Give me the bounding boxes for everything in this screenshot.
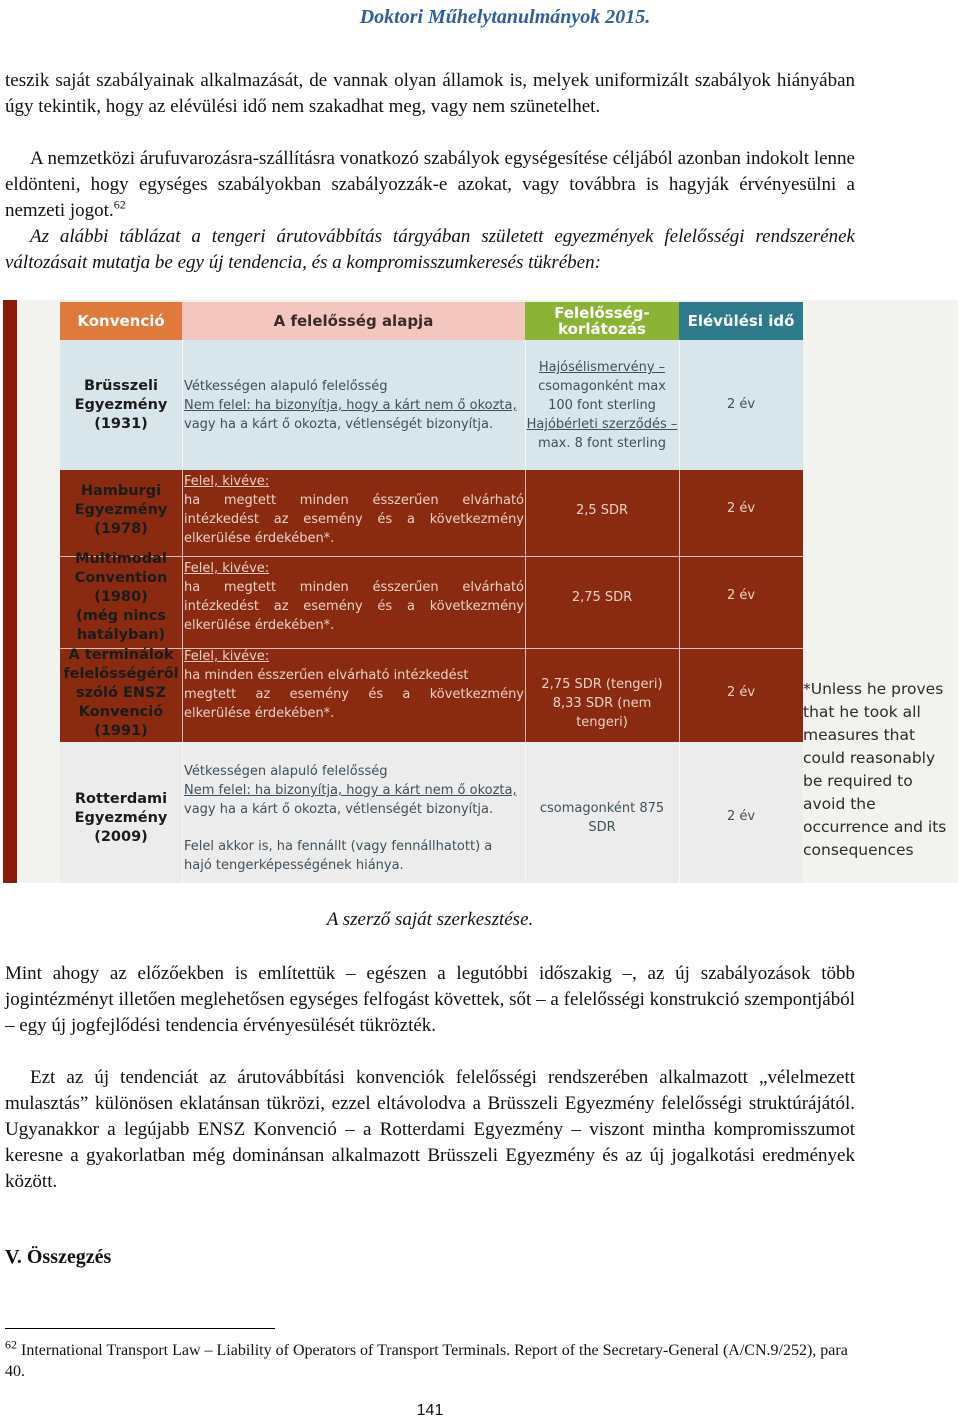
liability-table-figure: [3, 300, 958, 883]
row-3-period: 2 év: [726, 588, 756, 603]
page-number: 141: [416, 1402, 444, 1419]
header-korlatozas: Felelősség-korlátozás: [525, 302, 679, 340]
header-elevules: Elévülési idő: [679, 302, 803, 340]
row-3-basis: Felel, kivéve: ha megtett minden ésszerűen elvárható intézkedést az esemény és a következmény elkerülése érdekében*.: [184, 561, 524, 633]
row-5-convention: Rotterdami Egyezmény (2009): [74, 791, 168, 845]
header-alap: A felelősség alapja: [182, 302, 525, 340]
row-4-limit: 2,75 SDR (tengeri) 8,33 SDR (nem tengeri): [541, 677, 663, 730]
row-5-period: 2 év: [726, 809, 756, 824]
paragraph-4: Mint ahogy az előzőekben is említettük – egészen a legutóbbi időszakig –, az új szabályozások több jogintézményt illetően meglehetősen egységes felfogást követtek, sőt – a felelősségi konstrukció szempontjából – egy új jogfejlődési tendencia érvényesülését tükrözték.: [5, 963, 855, 1036]
paragraph-5: Ezt az új tendenciát az árutovábbítási konvenciók felelősségi rendszerében alkalmazott „vélelmezett mulasztás” különösen eklatánsan tükrözi, ezzel eltávolodva a Brüsszeli Egyezmény felelősségi struktúrájától. Ugyanakkor a legújabb ENSZ Konvenció – a Rotterdami Egyezmény – viszont mintha kompromisszumot keresne a gyakorlatban még dominánsan alkalmazott Brüsszeli Egyezmény és az új jogalkotási eredmények között.: [5, 1067, 855, 1192]
paragraph-1: teszik saját szabályainak alkalmazását, de vannak olyan államok is, melyek uniformizált szabályok hiányában úgy tekintik, hogy az elévülési idő nem szakadhat meg, vagy nem szünetelhet.: [5, 70, 855, 117]
running-header: Doktori Műhelytanulmányok 2015.: [359, 6, 651, 28]
figure-caption: A szerző saját szerkesztése.: [326, 909, 534, 930]
footnote: $^{62}$ International Transport Law – Liability of Operators of Transport Terminals. Report of the Secretary-General (A/CN.9/252), para 40.: [5, 1337, 848, 1380]
row-2-convention: Hamburgi Egyezmény (1978): [74, 483, 168, 537]
row-1-period: 2 év: [726, 397, 756, 412]
decorative-bar: [3, 300, 17, 883]
row-5-basis: Vétkességen alapuló felelősség Nem felel: ha bizonyítja, hogy a kárt nem ő okozta, vagy ha a kárt ő okozta, vétlenségét bizonyítja. Felel akkor is, ha fennállt (vagy fennállhatott) a hajó tengerképességének hiánya.: [184, 764, 517, 873]
table-intro: Az alábbi táblázat a tengeri árutovábbítás tárgyában született egyezmények felelősségi rendszerének változásait mutatja be egy új tendencia, és a kompromisszumkeresés tükrében:: [5, 226, 855, 273]
row-3-limit: 2,75 SDR: [571, 590, 633, 605]
paragraph-2: A nemzetközi árufuvarozásra-szállításra vonatkozó szabályok egységesítése céljából azonban indokolt lenne eldönteni, hogy egységes szabályokban szabályozzák-e azokat, vagy továbbra is hagyják érvényesülni a nemzeti jogot.$^{62}$: [5, 148, 855, 221]
row-4-basis: Felel, kivéve: ha minden ésszerűen elvárható intézkedést megtett az esemény és a következmény elkerülése érdekében*.: [184, 649, 524, 721]
header-konvencio: Konvenció: [60, 302, 182, 340]
row-4-convention: A terminálok felelősségéről szóló ENSZ Konvenció (1991): [63, 647, 179, 739]
row-3-convention: Multimodal Convention (1980) (még nincs hatályban): [74, 551, 168, 643]
row-4-period: 2 év: [726, 685, 756, 700]
footnote-divider: [5, 1328, 275, 1329]
row-1-limit: Hajósélismervény – csomagonként max 100 font sterling Hajóbérleti szerződés – max. 8 font sterling: [526, 360, 678, 451]
row-1-convention: Brüsszeli Egyezmény (1931): [74, 378, 168, 432]
table-note: *Unless he proves that he took all measures that could reasonably be required to avoid the occurrence and its consequences: [803, 680, 947, 859]
row-2-basis: Felel, kivéve: ha megtett minden ésszerűen elvárható intézkedést az esemény és a következmény elkerülése érdekében*.: [184, 474, 524, 546]
section-title: V. Összegzés: [5, 1246, 112, 1268]
row-2-period: 2 év: [726, 501, 756, 516]
row-5-limit: csomagonként 875 SDR: [539, 801, 665, 835]
row-1-basis: Vétkességen alapuló felelősség Nem felel: ha bizonyítja, hogy a kárt nem ő okozta, vagy ha a kárt ő okozta, vétlenségét bizonyítja.: [184, 379, 517, 432]
row-2-limit: 2,5 SDR: [575, 503, 629, 518]
footnote-ref: 62: [113, 197, 126, 212]
